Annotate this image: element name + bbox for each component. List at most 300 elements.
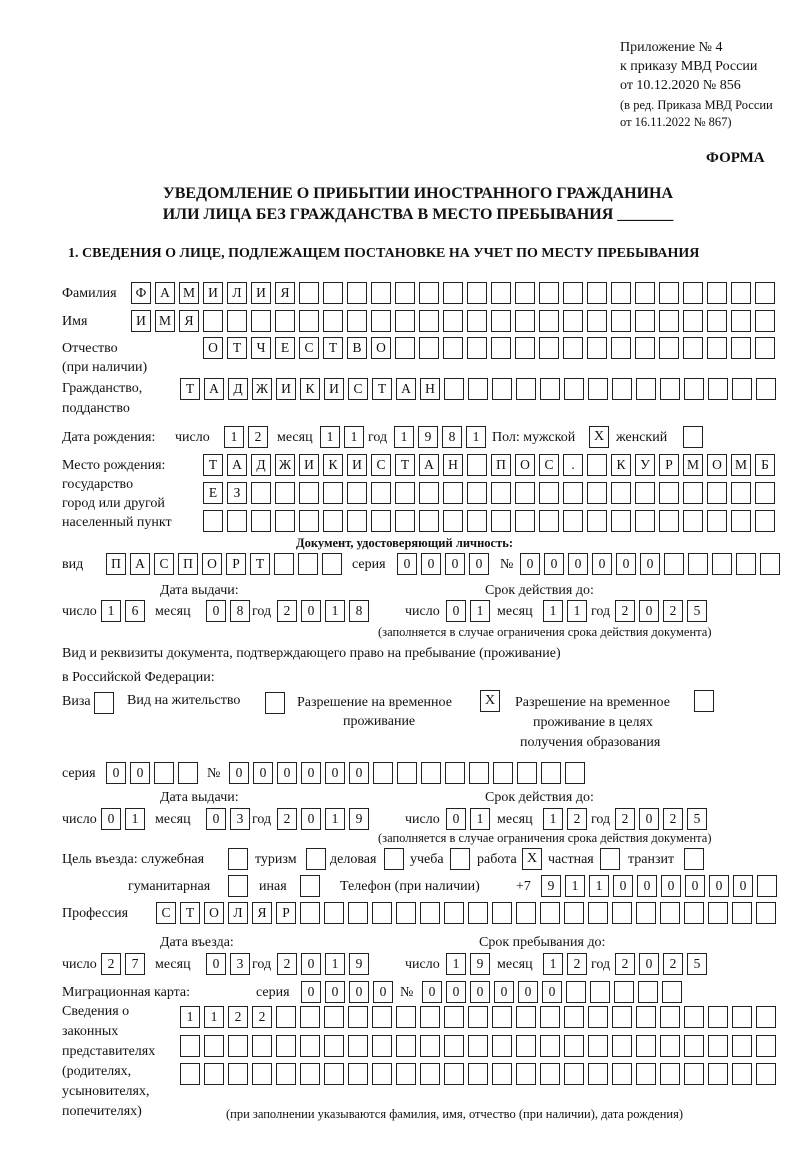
- char-cell[interactable]: 1: [567, 600, 587, 622]
- char-cell[interactable]: 0: [206, 953, 226, 975]
- char-cell[interactable]: [469, 762, 489, 784]
- char-cell[interactable]: [732, 378, 752, 400]
- char-cell[interactable]: [396, 1006, 416, 1028]
- char-cell[interactable]: [300, 902, 320, 924]
- char-cell[interactable]: [684, 1035, 704, 1057]
- char-cell[interactable]: [300, 1006, 320, 1028]
- char-cell[interactable]: [276, 1063, 296, 1085]
- char-cell[interactable]: [443, 482, 463, 504]
- char-cell[interactable]: [587, 482, 607, 504]
- char-cell[interactable]: 1: [325, 808, 345, 830]
- char-cell[interactable]: [731, 337, 751, 359]
- char-cell[interactable]: 0: [373, 981, 393, 1003]
- char-cell[interactable]: И: [299, 454, 319, 476]
- char-cell[interactable]: [659, 310, 679, 332]
- char-cell[interactable]: [614, 981, 634, 1003]
- char-cell[interactable]: [587, 282, 607, 304]
- char-cell[interactable]: [760, 553, 780, 575]
- char-cell[interactable]: [419, 482, 439, 504]
- char-cell[interactable]: 2: [567, 953, 587, 975]
- char-cell[interactable]: [755, 310, 775, 332]
- char-cell[interactable]: [566, 981, 586, 1003]
- char-cell[interactable]: [180, 1063, 200, 1085]
- sex-male-checkbox[interactable]: X: [589, 426, 609, 448]
- char-cell[interactable]: [688, 553, 708, 575]
- char-cell[interactable]: Н: [443, 454, 463, 476]
- char-cell[interactable]: [515, 310, 535, 332]
- char-cell[interactable]: С: [539, 454, 559, 476]
- char-cell[interactable]: [707, 337, 727, 359]
- purpose-work-checkbox[interactable]: X: [522, 848, 542, 870]
- char-cell[interactable]: [444, 902, 464, 924]
- char-cell[interactable]: [491, 510, 511, 532]
- char-cell[interactable]: А: [227, 454, 247, 476]
- char-cell[interactable]: [636, 378, 656, 400]
- char-cell[interactable]: [731, 282, 751, 304]
- char-cell[interactable]: О: [371, 337, 391, 359]
- char-cell[interactable]: [755, 510, 775, 532]
- char-cell[interactable]: [517, 762, 537, 784]
- char-cell[interactable]: [683, 310, 703, 332]
- char-cell[interactable]: [540, 902, 560, 924]
- char-cell[interactable]: Д: [251, 454, 271, 476]
- char-cell[interactable]: А: [419, 454, 439, 476]
- char-cell[interactable]: [324, 1035, 344, 1057]
- char-cell[interactable]: [708, 1063, 728, 1085]
- char-cell[interactable]: [419, 282, 439, 304]
- char-cell[interactable]: Е: [203, 482, 223, 504]
- char-cell[interactable]: 0: [544, 553, 564, 575]
- char-cell[interactable]: [274, 553, 294, 575]
- char-cell[interactable]: [276, 1006, 296, 1028]
- char-cell[interactable]: [347, 482, 367, 504]
- char-cell[interactable]: Ф: [131, 282, 151, 304]
- char-cell[interactable]: Р: [276, 902, 296, 924]
- char-cell[interactable]: 0: [206, 600, 226, 622]
- char-cell[interactable]: [755, 282, 775, 304]
- char-cell[interactable]: О: [203, 337, 223, 359]
- char-cell[interactable]: 8: [230, 600, 250, 622]
- char-cell[interactable]: [443, 282, 463, 304]
- char-cell[interactable]: [443, 510, 463, 532]
- char-cell[interactable]: [755, 337, 775, 359]
- char-cell[interactable]: 2: [567, 808, 587, 830]
- char-cell[interactable]: [564, 378, 584, 400]
- char-cell[interactable]: И: [276, 378, 296, 400]
- char-cell[interactable]: Д: [228, 378, 248, 400]
- char-cell[interactable]: [492, 1035, 512, 1057]
- char-cell[interactable]: [492, 378, 512, 400]
- char-cell[interactable]: [323, 482, 343, 504]
- char-cell[interactable]: 1: [543, 808, 563, 830]
- char-cell[interactable]: А: [155, 282, 175, 304]
- char-cell[interactable]: 8: [442, 426, 462, 448]
- char-cell[interactable]: 9: [418, 426, 438, 448]
- char-cell[interactable]: [612, 902, 632, 924]
- char-cell[interactable]: Т: [180, 902, 200, 924]
- char-cell[interactable]: [227, 510, 247, 532]
- char-cell[interactable]: [516, 1035, 536, 1057]
- char-cell[interactable]: А: [204, 378, 224, 400]
- char-cell[interactable]: [324, 902, 344, 924]
- char-cell[interactable]: [564, 1006, 584, 1028]
- char-cell[interactable]: Т: [180, 378, 200, 400]
- char-cell[interactable]: И: [251, 282, 271, 304]
- char-cell[interactable]: [636, 902, 656, 924]
- char-cell[interactable]: 0: [709, 875, 729, 897]
- char-cell[interactable]: [756, 902, 776, 924]
- char-cell[interactable]: [736, 553, 756, 575]
- char-cell[interactable]: [708, 1035, 728, 1057]
- char-cell[interactable]: Л: [227, 282, 247, 304]
- char-cell[interactable]: [540, 1063, 560, 1085]
- char-cell[interactable]: [275, 310, 295, 332]
- char-cell[interactable]: [756, 378, 776, 400]
- char-cell[interactable]: [395, 482, 415, 504]
- char-cell[interactable]: [565, 762, 585, 784]
- char-cell[interactable]: [203, 310, 223, 332]
- char-cell[interactable]: П: [178, 553, 198, 575]
- char-cell[interactable]: 0: [639, 953, 659, 975]
- char-cell[interactable]: [276, 1035, 296, 1057]
- char-cell[interactable]: 0: [494, 981, 514, 1003]
- char-cell[interactable]: [636, 1063, 656, 1085]
- char-cell[interactable]: [588, 1006, 608, 1028]
- char-cell[interactable]: [372, 902, 392, 924]
- char-cell[interactable]: [492, 1006, 512, 1028]
- char-cell[interactable]: [467, 337, 487, 359]
- char-cell[interactable]: 0: [422, 981, 442, 1003]
- char-cell[interactable]: [467, 482, 487, 504]
- char-cell[interactable]: 1: [125, 808, 145, 830]
- char-cell[interactable]: [419, 510, 439, 532]
- char-cell[interactable]: [540, 1006, 560, 1028]
- char-cell[interactable]: 1: [543, 600, 563, 622]
- char-cell[interactable]: 0: [349, 762, 369, 784]
- char-cell[interactable]: [468, 1006, 488, 1028]
- char-cell[interactable]: [541, 762, 561, 784]
- char-cell[interactable]: М: [683, 454, 703, 476]
- char-cell[interactable]: 0: [470, 981, 490, 1003]
- char-cell[interactable]: К: [323, 454, 343, 476]
- char-cell[interactable]: С: [154, 553, 174, 575]
- char-cell[interactable]: У: [635, 454, 655, 476]
- purpose-private-checkbox[interactable]: [600, 848, 620, 870]
- char-cell[interactable]: [708, 902, 728, 924]
- char-cell[interactable]: [732, 1035, 752, 1057]
- char-cell[interactable]: 2: [663, 600, 683, 622]
- char-cell[interactable]: [180, 1035, 200, 1057]
- char-cell[interactable]: [324, 1006, 344, 1028]
- char-cell[interactable]: 5: [687, 953, 707, 975]
- char-cell[interactable]: Р: [226, 553, 246, 575]
- char-cell[interactable]: В: [347, 337, 367, 359]
- char-cell[interactable]: [539, 510, 559, 532]
- char-cell[interactable]: [251, 482, 271, 504]
- char-cell[interactable]: 0: [349, 981, 369, 1003]
- char-cell[interactable]: А: [396, 378, 416, 400]
- char-cell[interactable]: [420, 902, 440, 924]
- char-cell[interactable]: [252, 1035, 272, 1057]
- char-cell[interactable]: [516, 1063, 536, 1085]
- char-cell[interactable]: [252, 1063, 272, 1085]
- char-cell[interactable]: [684, 378, 704, 400]
- char-cell[interactable]: [564, 1035, 584, 1057]
- char-cell[interactable]: [323, 510, 343, 532]
- char-cell[interactable]: [756, 1035, 776, 1057]
- temp-residence-education-checkbox[interactable]: [694, 690, 714, 712]
- char-cell[interactable]: 9: [470, 953, 490, 975]
- char-cell[interactable]: Н: [420, 378, 440, 400]
- char-cell[interactable]: [251, 310, 271, 332]
- char-cell[interactable]: [228, 1063, 248, 1085]
- char-cell[interactable]: [684, 902, 704, 924]
- char-cell[interactable]: 1: [180, 1006, 200, 1028]
- char-cell[interactable]: [443, 337, 463, 359]
- char-cell[interactable]: [444, 1063, 464, 1085]
- char-cell[interactable]: [468, 1063, 488, 1085]
- char-cell[interactable]: [420, 1006, 440, 1028]
- char-cell[interactable]: 5: [687, 808, 707, 830]
- char-cell[interactable]: [563, 282, 583, 304]
- char-cell[interactable]: [228, 1035, 248, 1057]
- char-cell[interactable]: [636, 1035, 656, 1057]
- char-cell[interactable]: 0: [446, 808, 466, 830]
- char-cell[interactable]: [178, 762, 198, 784]
- char-cell[interactable]: С: [156, 902, 176, 924]
- char-cell[interactable]: Ч: [251, 337, 271, 359]
- char-cell[interactable]: [712, 553, 732, 575]
- char-cell[interactable]: Я: [275, 282, 295, 304]
- char-cell[interactable]: [660, 378, 680, 400]
- char-cell[interactable]: З: [227, 482, 247, 504]
- char-cell[interactable]: 0: [325, 762, 345, 784]
- char-cell[interactable]: 2: [101, 953, 121, 975]
- char-cell[interactable]: 0: [301, 600, 321, 622]
- char-cell[interactable]: [683, 282, 703, 304]
- char-cell[interactable]: [611, 482, 631, 504]
- char-cell[interactable]: Т: [227, 337, 247, 359]
- char-cell[interactable]: 2: [663, 953, 683, 975]
- char-cell[interactable]: [588, 902, 608, 924]
- char-cell[interactable]: 0: [733, 875, 753, 897]
- char-cell[interactable]: 0: [520, 553, 540, 575]
- char-cell[interactable]: 0: [253, 762, 273, 784]
- char-cell[interactable]: [396, 902, 416, 924]
- char-cell[interactable]: [372, 1035, 392, 1057]
- char-cell[interactable]: 2: [277, 953, 297, 975]
- char-cell[interactable]: [683, 510, 703, 532]
- char-cell[interactable]: [563, 310, 583, 332]
- char-cell[interactable]: 0: [301, 762, 321, 784]
- char-cell[interactable]: [732, 902, 752, 924]
- char-cell[interactable]: 9: [541, 875, 561, 897]
- char-cell[interactable]: [468, 1035, 488, 1057]
- char-cell[interactable]: [755, 482, 775, 504]
- char-cell[interactable]: [300, 1063, 320, 1085]
- char-cell[interactable]: Б: [755, 454, 775, 476]
- char-cell[interactable]: [662, 981, 682, 1003]
- char-cell[interactable]: [659, 282, 679, 304]
- purpose-tourism-checkbox[interactable]: [306, 848, 326, 870]
- char-cell[interactable]: М: [731, 454, 751, 476]
- char-cell[interactable]: [468, 902, 488, 924]
- char-cell[interactable]: С: [348, 378, 368, 400]
- char-cell[interactable]: И: [324, 378, 344, 400]
- char-cell[interactable]: 1: [204, 1006, 224, 1028]
- char-cell[interactable]: [635, 282, 655, 304]
- char-cell[interactable]: [348, 1006, 368, 1028]
- char-cell[interactable]: [516, 1006, 536, 1028]
- char-cell[interactable]: [444, 1006, 464, 1028]
- char-cell[interactable]: [492, 1063, 512, 1085]
- char-cell[interactable]: 0: [421, 553, 441, 575]
- char-cell[interactable]: [347, 310, 367, 332]
- char-cell[interactable]: [539, 282, 559, 304]
- char-cell[interactable]: [371, 510, 391, 532]
- char-cell[interactable]: [275, 482, 295, 504]
- char-cell[interactable]: 1: [320, 426, 340, 448]
- char-cell[interactable]: [491, 482, 511, 504]
- char-cell[interactable]: [611, 337, 631, 359]
- char-cell[interactable]: [204, 1035, 224, 1057]
- char-cell[interactable]: [612, 1006, 632, 1028]
- char-cell[interactable]: 1: [325, 600, 345, 622]
- char-cell[interactable]: [515, 510, 535, 532]
- char-cell[interactable]: [491, 337, 511, 359]
- char-cell[interactable]: Я: [252, 902, 272, 924]
- char-cell[interactable]: 1: [224, 426, 244, 448]
- char-cell[interactable]: [372, 1063, 392, 1085]
- char-cell[interactable]: [421, 762, 441, 784]
- char-cell[interactable]: 9: [349, 808, 369, 830]
- purpose-transit-checkbox[interactable]: [684, 848, 704, 870]
- char-cell[interactable]: [492, 902, 512, 924]
- char-cell[interactable]: 0: [101, 808, 121, 830]
- char-cell[interactable]: [564, 902, 584, 924]
- char-cell[interactable]: 1: [394, 426, 414, 448]
- purpose-service-checkbox[interactable]: [228, 848, 248, 870]
- char-cell[interactable]: [348, 902, 368, 924]
- char-cell[interactable]: Ж: [252, 378, 272, 400]
- char-cell[interactable]: 0: [446, 981, 466, 1003]
- purpose-study-checkbox[interactable]: [450, 848, 470, 870]
- char-cell[interactable]: 0: [397, 553, 417, 575]
- char-cell[interactable]: [348, 1063, 368, 1085]
- char-cell[interactable]: [371, 282, 391, 304]
- char-cell[interactable]: 1: [344, 426, 364, 448]
- char-cell[interactable]: М: [155, 310, 175, 332]
- char-cell[interactable]: [635, 310, 655, 332]
- char-cell[interactable]: 0: [592, 553, 612, 575]
- char-cell[interactable]: 2: [277, 600, 297, 622]
- char-cell[interactable]: [347, 510, 367, 532]
- char-cell[interactable]: [227, 310, 247, 332]
- char-cell[interactable]: [323, 282, 343, 304]
- char-cell[interactable]: [635, 337, 655, 359]
- char-cell[interactable]: [300, 1035, 320, 1057]
- char-cell[interactable]: 0: [568, 553, 588, 575]
- char-cell[interactable]: [684, 1006, 704, 1028]
- char-cell[interactable]: 1: [470, 600, 490, 622]
- char-cell[interactable]: [638, 981, 658, 1003]
- char-cell[interactable]: [491, 282, 511, 304]
- char-cell[interactable]: .: [563, 454, 583, 476]
- char-cell[interactable]: [731, 482, 751, 504]
- char-cell[interactable]: [348, 1035, 368, 1057]
- visa-checkbox[interactable]: [94, 692, 114, 714]
- char-cell[interactable]: [683, 482, 703, 504]
- char-cell[interactable]: [540, 1035, 560, 1057]
- char-cell[interactable]: [204, 1063, 224, 1085]
- char-cell[interactable]: 0: [616, 553, 636, 575]
- char-cell[interactable]: [664, 553, 684, 575]
- char-cell[interactable]: А: [130, 553, 150, 575]
- purpose-business-checkbox[interactable]: [384, 848, 404, 870]
- char-cell[interactable]: [396, 1063, 416, 1085]
- char-cell[interactable]: [251, 510, 271, 532]
- char-cell[interactable]: [611, 310, 631, 332]
- char-cell[interactable]: 7: [125, 953, 145, 975]
- sex-female-checkbox[interactable]: [683, 426, 703, 448]
- char-cell[interactable]: [563, 337, 583, 359]
- char-cell[interactable]: [419, 310, 439, 332]
- char-cell[interactable]: [539, 337, 559, 359]
- purpose-humanitarian-checkbox[interactable]: [228, 875, 248, 897]
- char-cell[interactable]: О: [202, 553, 222, 575]
- char-cell[interactable]: П: [106, 553, 126, 575]
- char-cell[interactable]: [707, 310, 727, 332]
- char-cell[interactable]: [420, 1063, 440, 1085]
- char-cell[interactable]: 2: [248, 426, 268, 448]
- char-cell[interactable]: [299, 510, 319, 532]
- char-cell[interactable]: [731, 510, 751, 532]
- char-cell[interactable]: [635, 482, 655, 504]
- char-cell[interactable]: Т: [372, 378, 392, 400]
- char-cell[interactable]: [299, 482, 319, 504]
- char-cell[interactable]: [443, 310, 463, 332]
- char-cell[interactable]: [731, 310, 751, 332]
- char-cell[interactable]: 6: [125, 600, 145, 622]
- char-cell[interactable]: 0: [229, 762, 249, 784]
- char-cell[interactable]: [708, 378, 728, 400]
- char-cell[interactable]: 0: [277, 762, 297, 784]
- char-cell[interactable]: [587, 310, 607, 332]
- char-cell[interactable]: 9: [349, 953, 369, 975]
- char-cell[interactable]: 0: [613, 875, 633, 897]
- char-cell[interactable]: [707, 510, 727, 532]
- char-cell[interactable]: [324, 1063, 344, 1085]
- char-cell[interactable]: [467, 454, 487, 476]
- char-cell[interactable]: [587, 510, 607, 532]
- char-cell[interactable]: С: [299, 337, 319, 359]
- char-cell[interactable]: Е: [275, 337, 295, 359]
- char-cell[interactable]: 0: [445, 553, 465, 575]
- char-cell[interactable]: [373, 762, 393, 784]
- char-cell[interactable]: Т: [323, 337, 343, 359]
- char-cell[interactable]: 1: [565, 875, 585, 897]
- char-cell[interactable]: [612, 378, 632, 400]
- char-cell[interactable]: [396, 1035, 416, 1057]
- char-cell[interactable]: Я: [179, 310, 199, 332]
- char-cell[interactable]: И: [131, 310, 151, 332]
- char-cell[interactable]: 3: [230, 953, 250, 975]
- char-cell[interactable]: 2: [228, 1006, 248, 1028]
- char-cell[interactable]: [660, 1006, 680, 1028]
- char-cell[interactable]: [203, 510, 223, 532]
- char-cell[interactable]: [275, 510, 295, 532]
- char-cell[interactable]: 0: [637, 875, 657, 897]
